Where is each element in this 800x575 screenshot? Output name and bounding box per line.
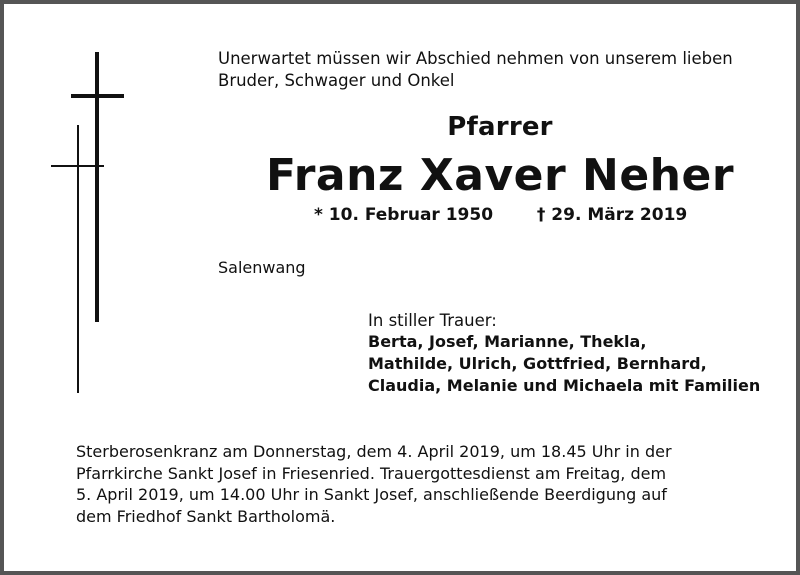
intro-line: Unerwartet müssen wir Abschied nehmen von unserem lieben xyxy=(218,49,733,68)
life-dates xyxy=(314,205,687,225)
service-line: Sterberosenkranz am Donnerstag, dem 4. April 2019, um 18.45 Uhr in der xyxy=(76,442,672,461)
death-date: † 29. März 2019 xyxy=(536,205,688,225)
service-details xyxy=(76,441,672,527)
mourners-line: Berta, Josef, Marianne, Thekla, xyxy=(368,332,647,351)
intro-text xyxy=(218,48,733,92)
mourners-list xyxy=(368,331,760,397)
deceased-name: Franz Xaver Neher xyxy=(265,150,735,201)
birth-date: * 10. Februar 1950 xyxy=(314,205,494,225)
service-line: Pfarrkirche Sankt Josef in Friesenried. Trauergottesdienst am Freitag, dem xyxy=(76,463,667,483)
mourning-intro: In stiller Trauer: xyxy=(368,311,497,330)
service-line: dem Friedhof Sankt Bartholomä. xyxy=(76,506,336,526)
service-line: 5. April 2019, um 14.00 Uhr in Sankt Josef, anschließende Beerdigung auf xyxy=(76,485,667,504)
intro-line: Bruder, Schwager und Onkel xyxy=(218,71,455,90)
deceased-role: Pfarrer xyxy=(447,112,553,142)
mourners-line: Mathilde, Ulrich, Gottfried, Bernhard, xyxy=(368,354,707,373)
place-of-residence: Salenwang xyxy=(218,258,306,277)
mourners-line: Claudia, Melanie und Michaela mit Familien xyxy=(368,376,761,395)
